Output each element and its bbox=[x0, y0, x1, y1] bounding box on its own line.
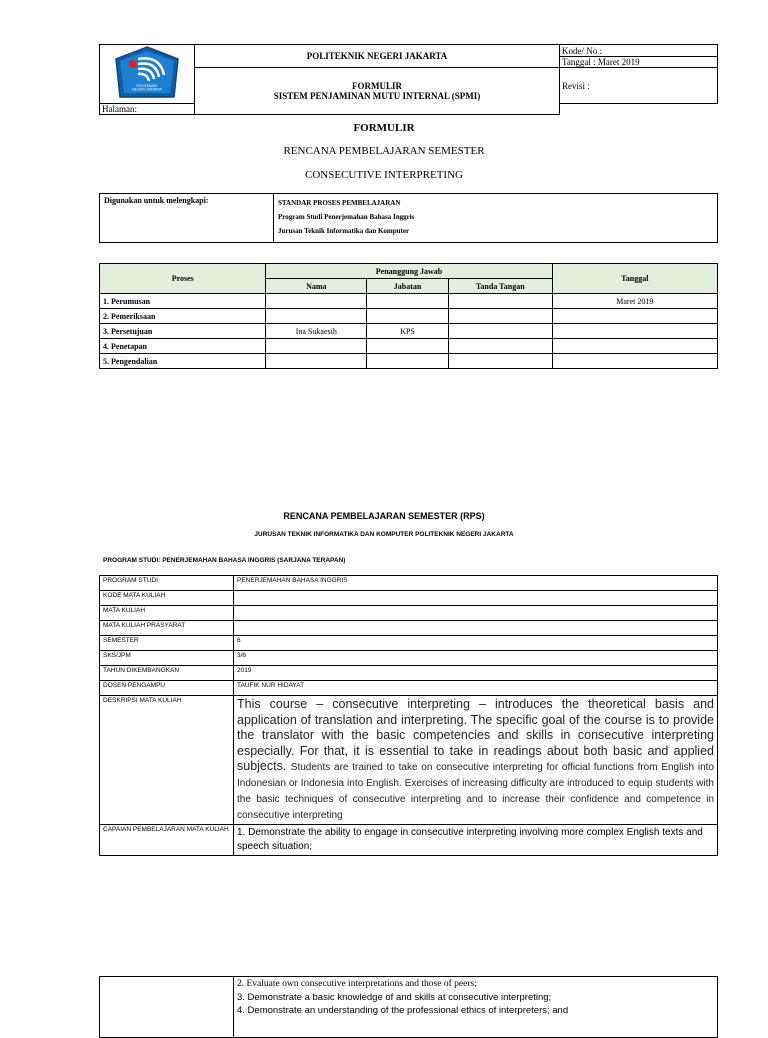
ttd-cell bbox=[448, 324, 552, 339]
tanggal-cell bbox=[552, 339, 717, 354]
rps-value: 6 bbox=[234, 636, 718, 651]
table-row bbox=[100, 576, 718, 591]
usage-content bbox=[274, 194, 718, 243]
form-title bbox=[195, 68, 560, 115]
rps-label: DOSEN PENGAMPU bbox=[100, 681, 234, 696]
ttd-cell bbox=[448, 309, 552, 324]
ttd-cell bbox=[448, 339, 552, 354]
rps-continuation bbox=[99, 976, 718, 1038]
cap-item-4: 4. Demonstrate an understanding of the professional ethics of interpreters; and bbox=[237, 1005, 569, 1016]
form-line-2: SISTEM PENJAMINAN MUTU INTERNAL (SPMI) bbox=[273, 91, 481, 101]
jabatan-cell: KPS bbox=[367, 324, 449, 339]
ttd-cell bbox=[448, 354, 552, 369]
logo-cell bbox=[100, 45, 195, 104]
jabatan-cell bbox=[367, 354, 449, 369]
cap-item-2: 2. Evaluate own consecutive interpretations and those of peers; bbox=[237, 979, 477, 989]
proses-cell: 5. Pengendalian bbox=[100, 354, 266, 369]
course-description bbox=[234, 696, 718, 825]
svg-text:POLITEKNIK: POLITEKNIK bbox=[136, 84, 158, 88]
institution-name: POLITEKNIK NEGERI JAKARTA bbox=[195, 45, 560, 68]
desc-label: DESKRIPSI MATA KULIAH bbox=[100, 696, 234, 825]
jabatan-cell bbox=[367, 339, 449, 354]
usage-box bbox=[99, 193, 718, 243]
jabatan-cell bbox=[367, 294, 449, 309]
pnj-logo-icon bbox=[112, 45, 182, 103]
table-row bbox=[100, 606, 718, 621]
rps-value bbox=[234, 591, 718, 606]
usage-line-2: Program Studi Penerjemahan Bahasa Inggris bbox=[278, 213, 415, 221]
nama-cell bbox=[266, 339, 367, 354]
table-row bbox=[100, 339, 718, 354]
ttd-header: Tanda Tangan bbox=[448, 279, 552, 294]
rps-label: KODE MATA KULIAH bbox=[100, 591, 234, 606]
formulir-title: FORMULIR bbox=[353, 122, 415, 134]
nama-header: Nama bbox=[266, 279, 367, 294]
tanggal-header: Tanggal bbox=[552, 264, 717, 294]
tanggal-cell bbox=[552, 309, 717, 324]
table-row bbox=[100, 309, 718, 324]
table-row bbox=[100, 294, 718, 309]
rps-subtitle: JURUSAN TEKNIK INFORMATIKA DAN KOMPUTER POLITEKNIK NEGERI JAKARTA bbox=[254, 531, 514, 538]
penanggung-header: Penanggung Jawab bbox=[266, 264, 552, 279]
course-title: CONSECUTIVE INTERPRETING bbox=[305, 169, 463, 181]
proses-cell: 4. Penetapan bbox=[100, 339, 266, 354]
proses-cell: 2. Pemeriksaan bbox=[100, 309, 266, 324]
rps-label: SEMESTER bbox=[100, 636, 234, 651]
table-row bbox=[100, 696, 718, 825]
usage-line-1: STANDAR PROSES PEMBELAJARAN bbox=[278, 199, 401, 207]
nama-cell bbox=[266, 354, 367, 369]
table-row bbox=[100, 324, 718, 339]
jabatan-cell bbox=[367, 309, 449, 324]
cap-continued bbox=[234, 977, 718, 1038]
tanggal-cell bbox=[552, 354, 717, 369]
nama-cell: Ina Sukaesih bbox=[266, 324, 367, 339]
rps-value: TAUFIK NUR HIDAYAT bbox=[234, 681, 718, 696]
rps-label: MATA KULIAH PRASYARAT bbox=[100, 621, 234, 636]
rps-program: PROGRAM STUDI: PENERJEMAHAN BAHASA INGGRIS (SARJANA TERAPAN) bbox=[103, 557, 346, 564]
table-row bbox=[100, 651, 718, 666]
halaman-field: Halaman: bbox=[100, 104, 195, 115]
rencana-title: RENCANA PEMBELAJARAN SEMESTER bbox=[283, 145, 485, 157]
cap-item-1: 1. Demonstrate the ability to engage in consecutive interpreting involving more complex English texts and speech situation; bbox=[234, 825, 718, 856]
tanggal-cell bbox=[552, 324, 717, 339]
table-row bbox=[100, 636, 718, 651]
rps-value bbox=[234, 606, 718, 621]
document-header bbox=[99, 44, 718, 115]
rps-value: 2019 bbox=[234, 666, 718, 681]
table-row bbox=[100, 666, 718, 681]
rps-table bbox=[99, 575, 718, 856]
form-line-1: FORMULIR bbox=[352, 81, 402, 91]
usage-line-3: Jurusan Teknik Informatika dan Komputer bbox=[278, 227, 410, 235]
proses-header: Proses bbox=[100, 264, 266, 294]
table-row bbox=[100, 825, 718, 856]
revisi-field: Revisi : bbox=[560, 68, 718, 104]
ttd-cell bbox=[448, 294, 552, 309]
kode-no: Kode/ No : bbox=[560, 45, 718, 57]
table-row bbox=[100, 354, 718, 369]
table-row bbox=[100, 621, 718, 636]
rps-value: PENERJEMAHAN BAHASA INGGRIS bbox=[234, 576, 718, 591]
rps-label: PROGRAM STUDI bbox=[100, 576, 234, 591]
nama-cell bbox=[266, 294, 367, 309]
table-row bbox=[100, 681, 718, 696]
jabatan-header: Jabatan bbox=[367, 279, 449, 294]
rps-label: SKS/JPM bbox=[100, 651, 234, 666]
tanggal-field: Tanggal : Maret 2019 bbox=[560, 57, 718, 68]
proses-cell: 1. Perumusan bbox=[100, 294, 266, 309]
tanggal-cell: Maret 2019 bbox=[552, 294, 717, 309]
svg-text:NEGERI JAKARTA: NEGERI JAKARTA bbox=[132, 87, 162, 92]
desc-small: Students are trained to take on consecutive interpreting for official functions from English into Indonesian or Indonesia into English. Exercises of increasing difficulty are introduced to equip students with the basic techniques of consecutive interpreting and to increase their confidence and competence in consecutive interpreting bbox=[237, 762, 714, 821]
usage-label: Digunakan untuk melengkapi: bbox=[100, 194, 274, 243]
proses-table bbox=[99, 263, 718, 369]
table-row bbox=[100, 591, 718, 606]
rps-value: 3/6 bbox=[234, 651, 718, 666]
rps-label: TAHUN DIKEMBANGKAN bbox=[100, 666, 234, 681]
rps-value bbox=[234, 621, 718, 636]
rps-label: MATA KULIAH bbox=[100, 606, 234, 621]
proses-cell: 3. Persetujuan bbox=[100, 324, 266, 339]
rps-title: RENCANA PEMBELAJARAN SEMESTER (RPS) bbox=[283, 511, 485, 521]
nama-cell bbox=[266, 309, 367, 324]
desc-main: This course – consecutive interpreting – introduces the theoretical basis and application of translation and interpreting. The specific goal of the course is to provide the translator with the basic competencies and skills in consecutive interpreting especially. For that, it is essential to take in readings about both basic and applied subjects. bbox=[237, 697, 714, 773]
cap-label: CAPAIAN PEMBELAJARAN MATA KULIAH bbox=[100, 825, 234, 856]
empty-label-cell bbox=[100, 977, 234, 1038]
cap-item-3: 3. Demonstrate a basic knowledge of and skills at consecutive interpreting; bbox=[237, 992, 552, 1003]
